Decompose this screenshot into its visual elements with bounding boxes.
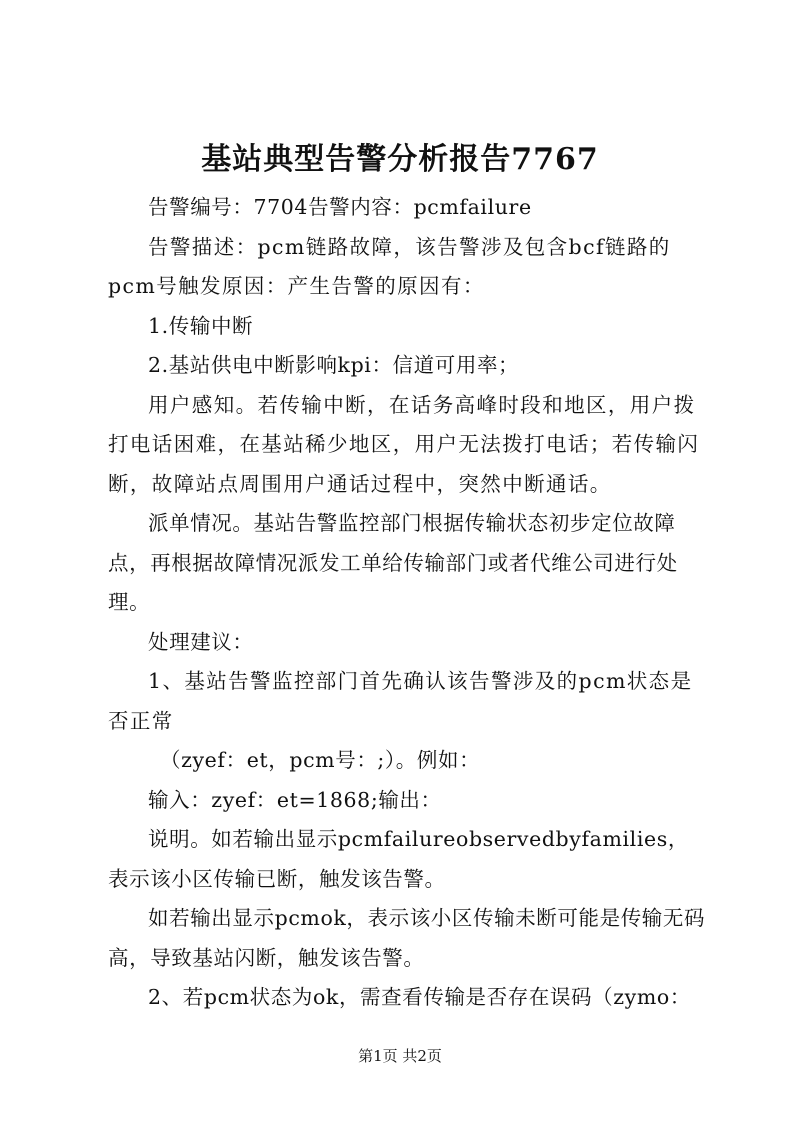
page-footer: 第1页 共2页 — [358, 1047, 442, 1065]
paragraph-explanation: 说明。如若输出显示pcmfailureobservedbyfamilies，表示该小区传输已断，触发该告警。 — [108, 827, 689, 891]
paragraph-cause-2: 2.基站供电中断影响kpi：信道可用率； — [148, 353, 520, 377]
document-body — [108, 188, 708, 1018]
paragraph-alarm-id: 告警编号：7704告警内容：pcmfailure — [148, 195, 532, 219]
paragraph-user-perception: 用户感知。若传输中断，在话务高峰时段和地区，用户拨打电话困难，在基站稀少地区，用户无法拨打电话；若传输闪断，故障站点周围用户通话过程中，突然中断通话。 — [108, 392, 700, 496]
paragraph-suggestion-1: 1、基站告警监控部门首先确认该告警涉及的pcm状态是否正常 — [108, 669, 693, 733]
paragraph-alarm-description: 告警描述：pcm链路故障，该告警涉及包含bcf链路的pcm号触发原因：产生告警的原因有： — [108, 234, 671, 298]
paragraph-dispatch: 派单情况。基站告警监控部门根据传输状态初步定位故障点，再根据故障情况派发工单给传输部门或者代维公司进行处理。 — [108, 511, 678, 614]
paragraph-suggestion-heading: 处理建议： — [148, 629, 254, 654]
paragraph-pcmok: 如若输出显示pcmok，表示该小区传输未断可能是传输无码高，导致基站闪断，触发该告警。 — [108, 906, 706, 970]
paragraph-input: 输入：zyef：et=1868;输出： — [148, 787, 442, 812]
document-title: 基站典型告警分析报告7767 — [201, 142, 599, 177]
paragraph-cause-1: 1.传输中断 — [148, 313, 254, 338]
paragraph-command: （zyef：et，pcm号：;）。例如： — [160, 748, 481, 772]
paragraph-suggestion-2: 2、若pcm状态为ok，需查看传输是否存在误码（zymo： — [148, 985, 691, 1009]
